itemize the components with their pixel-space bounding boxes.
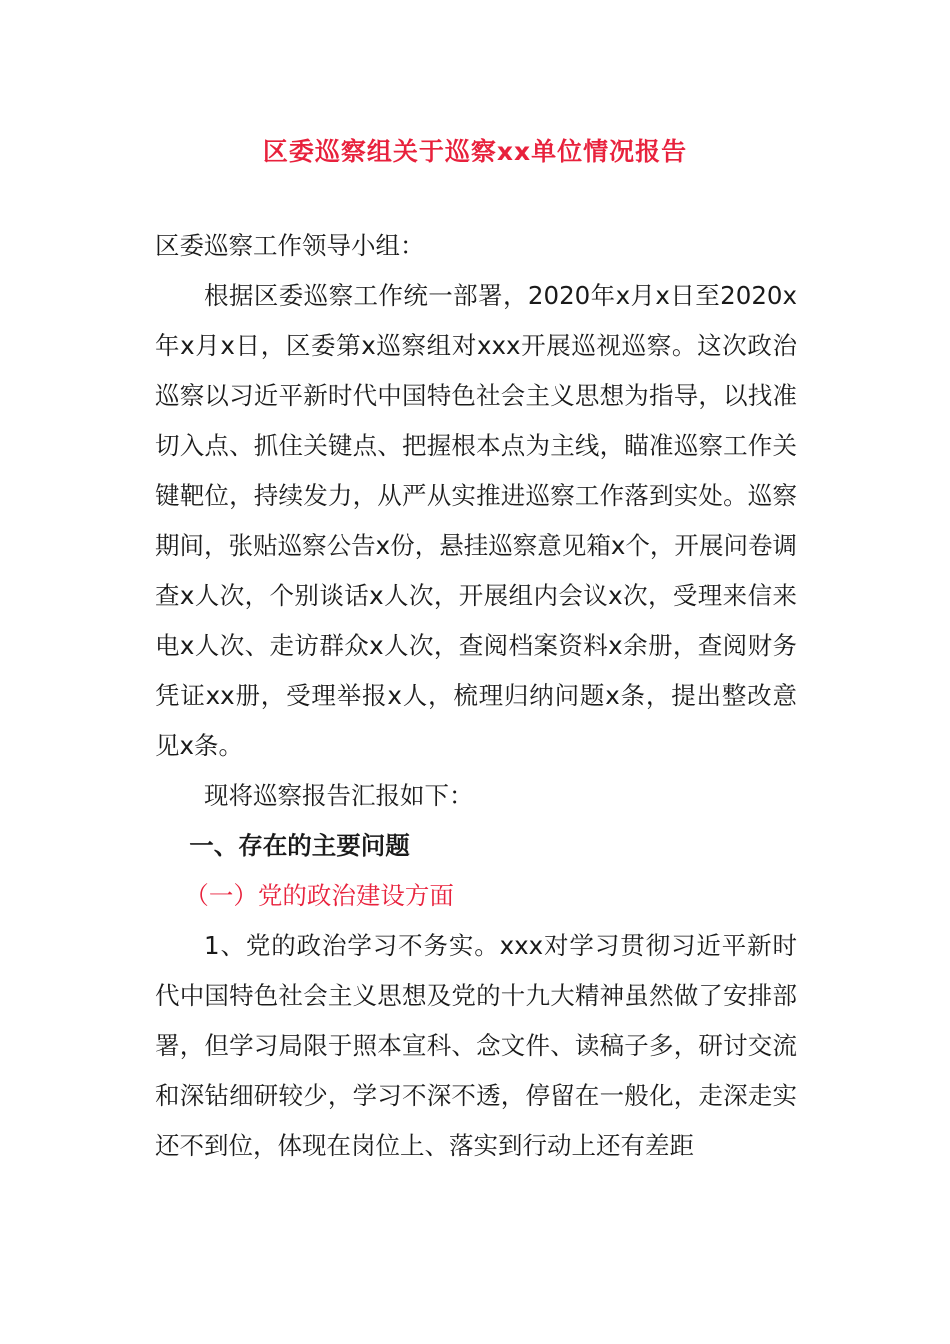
paragraph-political-study: 1、党的政治学习不务实。xxx对学习贯彻习近平新时代中国特色社会主义思想及党的十九大精神虽然做了安排部署，但学习局限于照本宣科、念文件、读稿子多，研讨交流和深钻细研较少，学习不深不透，停留在一般化，走深走实还不到位，体现在岗位上、落实到行动上还有差距 [155, 931, 797, 1160]
section-heading-main-problems: 一、存在的主要问题 [189, 831, 410, 860]
salutation: 区委巡察工作领导小组： [155, 231, 425, 260]
paragraph-intro: 根据区委巡察工作统一部署，2020年x月x日至2020x年x月x日，区委第x巡察组对xxx开展巡视巡察。这次政治巡察以习近平新时代中国特色社会主义思想为指导，以找准切入点、抓住关键点、把握根本点为主线，瞄准巡察工作关键靶位，持续发力，从严从实推进巡察工作落到实处。巡察期间，张贴巡察公告x份，悬挂巡察意见箱x个，开展问卷调查x人次，个别谈话x人次，开展组内会议x次，受理来信来电x人次、走访群众x人次，查阅档案资料x余册，查阅财务凭证xx册，受理举报x人，梳理归纳问题x条，提出整改意见x条。 [155, 281, 797, 760]
document-title: 区委巡察组关于巡察xx单位情况报告 [262, 137, 688, 166]
paragraph-report-lead: 现将巡察报告汇报如下： [204, 781, 474, 810]
subsection-heading-political-construction: （一）党的政治建设方面 [184, 881, 454, 910]
